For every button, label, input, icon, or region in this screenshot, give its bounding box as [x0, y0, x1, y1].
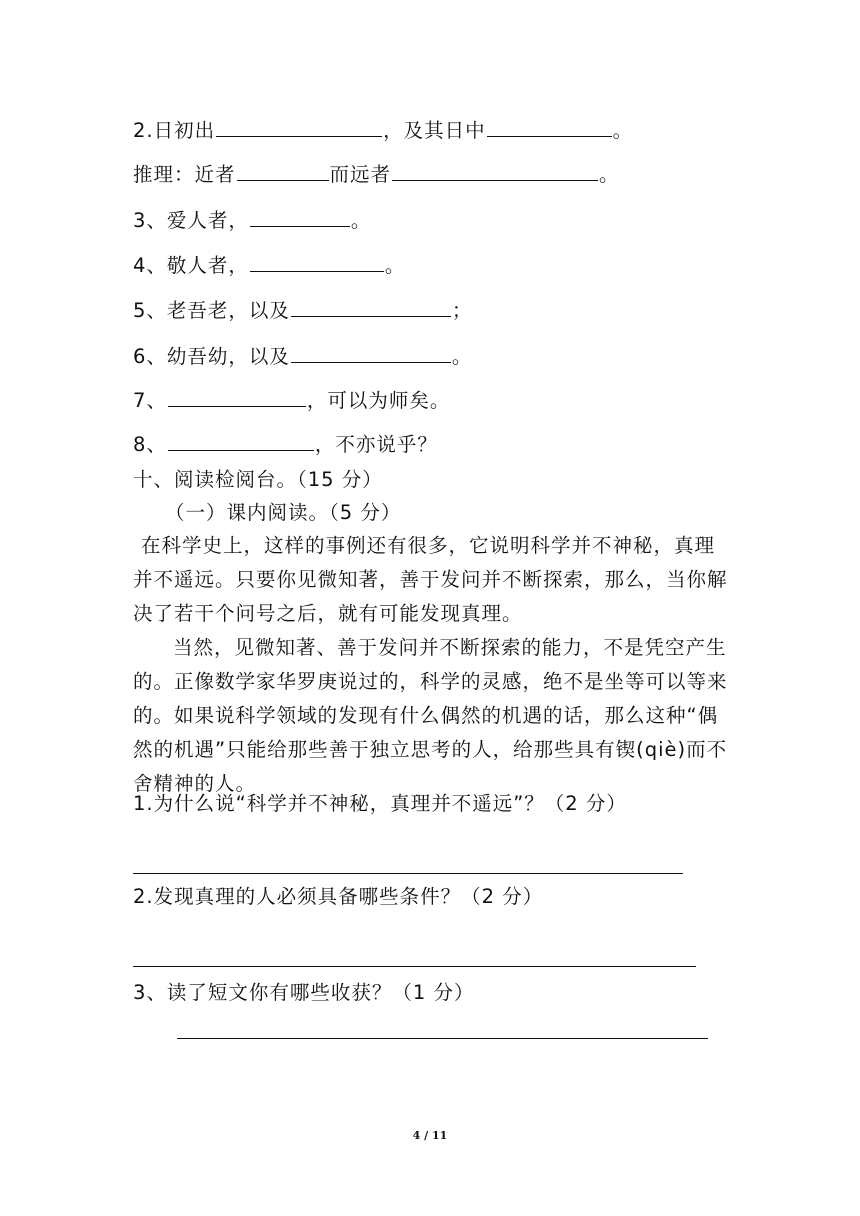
answer-line-3[interactable] [177, 1038, 708, 1039]
fill-text: ，不亦说乎？ [314, 433, 438, 456]
fill-text: 8、 [133, 433, 167, 456]
fill-line-5 [133, 296, 472, 324]
fill-text: 。 [350, 209, 372, 232]
answer-blank[interactable] [487, 116, 612, 137]
fill-text: ，及其日中 [383, 119, 486, 142]
answer-blank[interactable] [392, 160, 598, 181]
fill-text: 。 [612, 119, 634, 142]
answer-blank[interactable] [168, 386, 306, 407]
fill-text: ，可以为师矣。 [306, 389, 451, 412]
page-number: 4 / 11 [412, 1129, 448, 1142]
fill-line-6 [133, 342, 472, 370]
section-title: 十、阅读检阅台。（15 分） [133, 468, 383, 491]
fill-line-3 [133, 206, 371, 234]
fill-text: 而远者 [329, 163, 392, 186]
fill-text: 。 [384, 254, 406, 277]
fill-text: 7、 [133, 389, 167, 412]
answer-line-2[interactable] [133, 966, 696, 967]
fill-line-2 [133, 116, 633, 144]
fill-text: 。 [599, 163, 620, 186]
section-subtitle: （一）课内阅读。（5 分） [165, 501, 402, 524]
fill-line-inference [133, 160, 620, 188]
fill-text: 6、幼吾幼，以及 [133, 345, 290, 368]
answer-line-1[interactable] [133, 873, 683, 874]
answer-blank[interactable] [291, 296, 451, 317]
question-3: 3、读了短文你有哪些收获？（1 分） [133, 981, 475, 1004]
fill-text: 。 [451, 345, 473, 368]
fill-text: 4、敬人者， [133, 254, 249, 277]
question-1: 1.为什么说“科学并不神秘，真理并不遥远”？（2 分） [133, 792, 627, 815]
fill-line-4 [133, 251, 405, 279]
fill-line-8 [133, 430, 438, 458]
answer-blank[interactable] [168, 430, 314, 451]
answer-blank[interactable] [291, 342, 451, 363]
answer-blank[interactable] [250, 251, 384, 272]
fill-text: 5、老吾老，以及 [133, 299, 290, 322]
question-2: 2.发现真理的人必须具备哪些条件？（2 分） [133, 885, 544, 908]
answer-blank[interactable] [216, 116, 382, 137]
answer-blank[interactable] [250, 206, 350, 227]
fill-line-7 [133, 386, 450, 414]
fill-text: 3、爱人者， [133, 209, 249, 232]
passage-paragraph-1: 在科学史上，这样的事例还有很多，它说明科学并不神秘，真理并不遥远。只要你见微知著，善于发问并不断探索，那么，当你解决了若干个问号之后，就有可能发现真理。 [133, 534, 728, 625]
fill-text: 2.日初出 [133, 119, 216, 142]
answer-blank[interactable] [237, 160, 329, 181]
passage-paragraph-2: 当然，见微知著、善于发问并不断探索的能力，不是凭空产生的。正像数学家华罗庚说过的，科学的灵感，绝不是坐等可以等来的。如果说科学领域的发现有什么偶然的机遇的话，那么这种“偶然的机遇”只能给那些善于独立思考的人，给那些具有锲(qiè)而不舍精神的人。 [133, 636, 728, 795]
fill-text: 推理：近者 [133, 163, 236, 186]
fill-text: ； [451, 299, 473, 322]
